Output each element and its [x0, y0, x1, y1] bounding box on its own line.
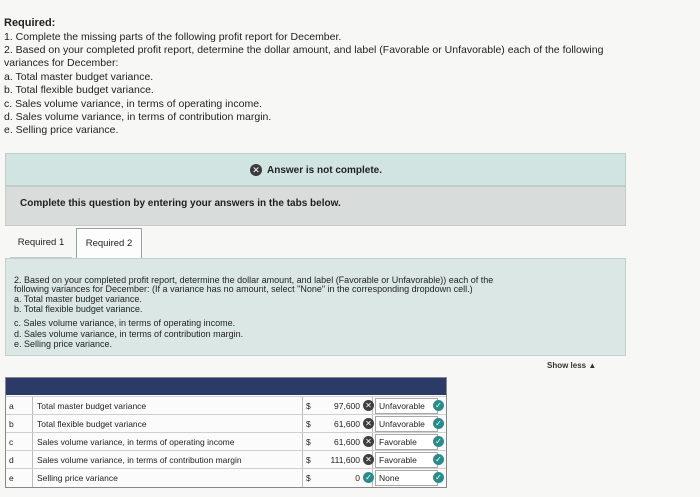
question-line-2: following variances for December: (If a variance has no amount, select "None" in the corresponding dropdown cell.): [14, 284, 473, 294]
favorability-dropdown[interactable]: Unfavorable: [375, 398, 438, 414]
incorrect-x-icon: ✕: [363, 418, 374, 429]
row-letter: a: [9, 401, 14, 411]
required-title: Required:: [4, 17, 56, 29]
required-line-3: variances for December:: [4, 57, 119, 69]
row-letter: c: [9, 437, 14, 447]
answer-status-banner: [5, 153, 626, 186]
answer-status-text: Answer is not complete.: [267, 164, 383, 176]
show-less-link[interactable]: Show less ▲: [547, 361, 597, 370]
table-row: [6, 432, 446, 451]
favorability-dropdown[interactable]: Unfavorable: [375, 416, 438, 432]
correct-check-icon: ✓: [433, 400, 444, 411]
row-letter: e: [9, 473, 14, 483]
row-description: Sales volume variance, in terms of operating income: [37, 437, 235, 447]
table-row: [6, 468, 446, 487]
required-line-2: 2. Based on your completed profit report, determine the dollar amount, and label (Favorable or Unfavorable) each of the following: [4, 44, 604, 56]
dollar-sign: $: [306, 437, 311, 447]
correct-check-icon: ✓: [433, 436, 444, 447]
favorability-dropdown[interactable]: None: [375, 470, 438, 486]
amount-input[interactable]: 0: [355, 473, 360, 483]
question-line-e: e. Selling price variance.: [14, 339, 113, 349]
row-description: Total master budget variance: [37, 401, 147, 411]
favorability-dropdown[interactable]: Favorable: [375, 434, 438, 450]
row-letter: b: [9, 419, 14, 429]
question-line-a: a. Total master budget variance.: [14, 294, 142, 304]
favorability-dropdown[interactable]: Favorable: [375, 452, 438, 468]
question-panel: [5, 258, 626, 356]
question-line-d: d. Sales volume variance, in terms of contribution margin.: [14, 329, 244, 339]
correct-check-icon: ✓: [433, 418, 444, 429]
incorrect-x-icon: ✕: [363, 400, 374, 411]
required-line-e: e. Selling price variance.: [4, 124, 119, 136]
amount-input[interactable]: 111,600: [330, 455, 360, 465]
required-line-a: a. Total master budget variance.: [4, 71, 154, 83]
correct-check-icon: ✓: [363, 472, 374, 483]
table-row: [6, 396, 446, 415]
amount-input[interactable]: 61,600: [334, 419, 360, 429]
row-description: Selling price variance: [37, 473, 118, 483]
dollar-sign: $: [306, 473, 311, 483]
x-circle-icon: ✕: [250, 164, 262, 176]
tab-required-1[interactable]: Required 1: [10, 228, 72, 258]
dollar-sign: $: [306, 419, 311, 429]
question-line-b: b. Total flexible budget variance.: [14, 304, 143, 314]
question-line-1: 2. Based on your completed profit report, determine the dollar amount, and label (Favorable or Unfavorable)) each of the: [14, 275, 494, 285]
instructions-box: [5, 186, 626, 226]
amount-input[interactable]: 97,600: [334, 401, 360, 411]
table-row: [6, 450, 446, 469]
variance-table: [5, 377, 447, 488]
amount-input[interactable]: 61,600: [334, 437, 360, 447]
table-header: [6, 378, 446, 395]
question-line-c: c. Sales volume variance, in terms of operating income.: [14, 318, 236, 328]
correct-check-icon: ✓: [433, 472, 444, 483]
required-line-d: d. Sales volume variance, in terms of contribution margin.: [4, 111, 272, 123]
incorrect-x-icon: ✕: [363, 436, 374, 447]
required-line-b: b. Total flexible budget variance.: [4, 84, 154, 96]
dollar-sign: $: [306, 401, 311, 411]
required-line-c: c. Sales volume variance, in terms of operating income.: [4, 98, 262, 110]
required-line-1: 1. Complete the missing parts of the following profit report for December.: [4, 31, 342, 43]
row-letter: d: [9, 455, 14, 465]
instructions-text: Complete this question by entering your answers in the tabs below.: [20, 198, 341, 209]
dollar-sign: $: [306, 455, 311, 465]
row-description: Total flexible budget variance: [37, 419, 147, 429]
tab-required-2[interactable]: Required 2: [76, 228, 142, 258]
table-row: [6, 414, 446, 433]
correct-check-icon: ✓: [433, 454, 444, 465]
incorrect-x-icon: ✕: [363, 454, 374, 465]
row-description: Sales volume variance, in terms of contribution margin: [37, 455, 242, 465]
